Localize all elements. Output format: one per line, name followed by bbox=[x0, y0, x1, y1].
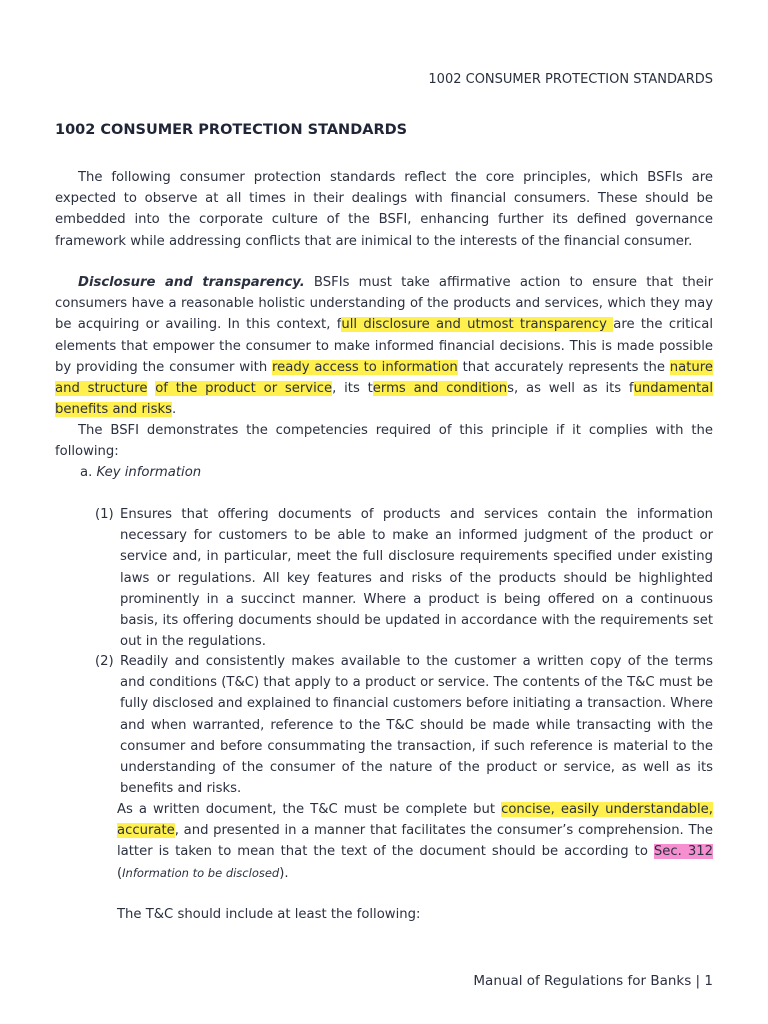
highlight-concise: concise, easily understandable, accurate bbox=[117, 802, 713, 839]
highlight-full-disclosure: ull disclosure and utmost transparency bbox=[341, 317, 614, 333]
requirement-item-2 bbox=[95, 651, 713, 799]
written-doc-text: ( bbox=[117, 865, 123, 881]
disclosure-lead: Disclosure and transparency. bbox=[78, 275, 305, 290]
disclosure-text: . bbox=[171, 402, 177, 418]
disclosure-text: s, as well as its f bbox=[507, 381, 634, 397]
requirement-item-1 bbox=[95, 504, 713, 652]
disclosure-text: BSFIs must take affirmative action to ensure that their consumers have a reasonable holistic understanding of the products and services, which they may be acquiring or availing. In this context, f bbox=[55, 275, 713, 333]
highlight-terms-conditions: erms and condition bbox=[372, 381, 508, 397]
section-reference-link[interactable]: Sec. 312 bbox=[653, 844, 713, 860]
running-footer: Manual of Regulations for Banks | 1 bbox=[473, 973, 713, 989]
running-header: 1002 CONSUMER PROTECTION STANDARDS bbox=[428, 72, 713, 87]
highlight-nature-structure: nature and structure bbox=[55, 359, 713, 397]
disclosure-text: , its t bbox=[332, 381, 373, 397]
disclosure-text: that accurately represents the bbox=[457, 359, 670, 375]
item-text: Readily and consistently makes available to the customer a written copy of the terms and conditions (T&C) that apply to a product or service. The contents of the T&C must be fully disclosed and explained to financial customers before initiating a transaction. Where and when warranted, reference to the T&C should be made while transacting with the consumer and before consummating the transaction, if such reference is material to the understanding of the consumer of the nature of the product or service, as well as its benefits and risks. bbox=[120, 654, 713, 797]
reference-title: Information to be disclosed bbox=[122, 865, 280, 880]
written-doc-text: , and presented in a manner that facilitates the consumer’s comprehension. The latter is taken to mean that the text of the document should be according to bbox=[117, 823, 713, 860]
disclosure-paragraph bbox=[55, 272, 713, 420]
highlight-benefits-risks: undamental benefits and risks bbox=[55, 381, 713, 418]
written-doc-text: ). bbox=[279, 865, 289, 881]
tc-include-paragraph: The T&C should include at least the following: bbox=[117, 907, 421, 922]
written-doc-text: As a written document, the T&C must be complete but bbox=[117, 802, 502, 817]
key-information-letter: a. bbox=[80, 465, 93, 480]
disclosure-text: are the critical elements that empower the consumer to make informed financial decisions. This is made possible by providing the consumer with bbox=[55, 317, 713, 375]
highlight-product-service: of the product or service bbox=[155, 381, 333, 397]
highlight-ready-access: ready access to information bbox=[272, 359, 458, 375]
key-information-label: Key information bbox=[96, 465, 202, 480]
section-title: 1002 CONSUMER PROTECTION STANDARDS bbox=[55, 122, 408, 138]
intro-paragraph: The following consumer protection standards reflect the core principles, which BSFIs are expected to observe at all times in their dealings with financial consumers. These should be embedded into the corporate culture of the BSFI, enhancing further its defined governance framework while addressing conflicts that are inimical to the interests of the financial consumer. bbox=[55, 170, 713, 249]
item-number: (1) bbox=[95, 507, 114, 522]
item-number: (2) bbox=[95, 654, 114, 669]
written-document-paragraph bbox=[117, 799, 713, 884]
item-text: Ensures that offering documents of products and services contain the information necessary for customers to be able to make an informed judgment of the product or service and, in particular, meet the full disclosure requirements specified under existing laws or regulations. All key features and risks of the products should be highlighted prominently in a succinct manner. Where a product is being offered on a continuous basis, its offering documents should be updated in accordance with the requirements set out in the regulations. bbox=[120, 507, 713, 650]
key-information-heading bbox=[80, 462, 680, 483]
competencies-paragraph: The BSFI demonstrates the competencies required of this principle if it complies with the following: bbox=[55, 423, 713, 460]
